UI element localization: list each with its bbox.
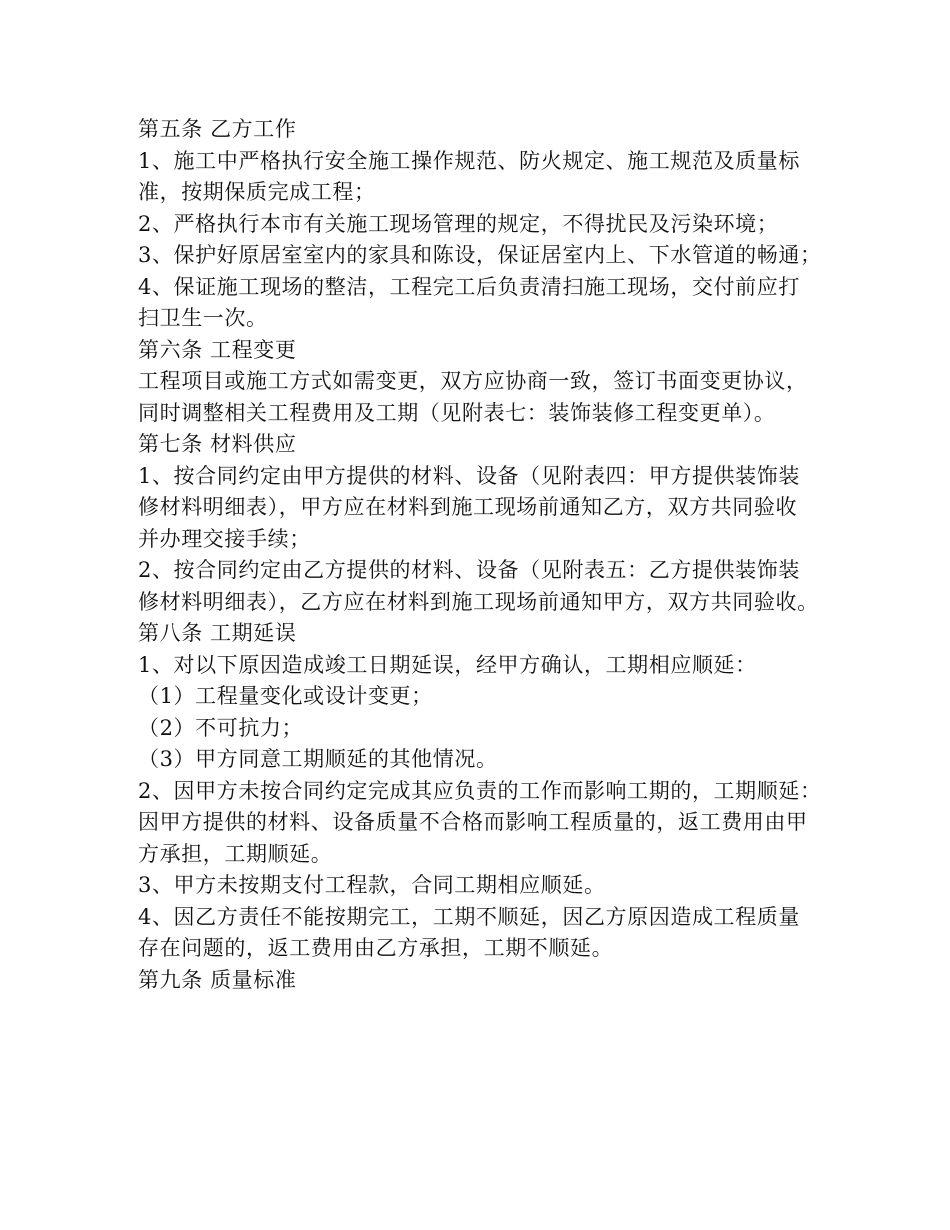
paragraph-line: 4、因乙方责任不能按期完工，工期不顺延，因乙方原因造成工程质量: [138, 904, 800, 929]
paragraph-line: 修材料明细表），乙方应在材料到施工现场前通知甲方，双方共同验收。: [138, 589, 819, 614]
paragraph-line: 1、施工中严格执行安全施工操作规范、防火规定、施工规范及质量标: [138, 148, 800, 173]
paragraph-line: 因甲方提供的材料、设备质量不合格而影响工程质量的，返工费用由甲: [138, 810, 808, 834]
document-body: [138, 114, 838, 996]
paragraph-line: 修材料明细表），甲方应在材料到施工现场前通知乙方，双方共同验收: [138, 495, 798, 519]
paragraph-line: 1、对以下原因造成竣工日期延误，经甲方确认，工期相应顺延：: [138, 652, 757, 677]
paragraph-line: 2、按合同约定由乙方提供的材料、设备（见附表五：乙方提供装饰装: [138, 558, 800, 582]
section-heading-6: 第六条 工程变更: [138, 337, 297, 362]
paragraph-line: 存在问题的，返工费用由乙方承担，工期不顺延。: [138, 936, 614, 960]
list-item: （3）甲方同意工期顺延的其他情况。: [138, 747, 498, 771]
paragraph-line: 3、甲方未按期支付工程款，合同工期相应顺延。: [138, 873, 606, 897]
paragraph-line: 方承担，工期顺延。: [138, 841, 333, 866]
section-heading-9: 第九条 质量标准: [138, 967, 297, 992]
paragraph-line: 4、保证施工现场的整洁，工程完工后负责清扫施工现场，交付前应打: [138, 274, 800, 299]
section-heading-8: 第八条 工期延误: [138, 621, 297, 645]
paragraph-line: 工程项目或施工方式如需变更，双方应协商一致，签订书面变更协议，: [138, 369, 808, 393]
paragraph-line: 扫卫生一次。: [138, 306, 268, 330]
paragraph-line: 3、保护好原居室室内的家具和陈设，保证居室内上、下水管道的畅通；: [138, 243, 822, 267]
paragraph-line: 2、因甲方未按合同约定完成其应负责的工作而影响工期的，工期顺延：: [138, 778, 822, 803]
paragraph-line: 并办理交接手续；: [138, 526, 311, 551]
paragraph-line: 2、严格执行本市有关施工现场管理的规定，不得扰民及污染环境；: [138, 211, 779, 236]
list-item: （2）不可抗力；: [138, 715, 304, 740]
paragraph-line: 同时调整相关工程费用及工期（见附表七：装饰装修工程变更单）。: [138, 400, 776, 425]
section-heading-7: 第七条 材料供应: [138, 432, 297, 456]
paragraph-line: 1、按合同约定由甲方提供的材料、设备（见附表四：甲方提供装饰装: [138, 463, 800, 488]
section-heading-5: 第五条 乙方工作: [138, 117, 297, 141]
paragraph-line: 准，按期保质完成工程；: [138, 180, 376, 204]
list-item: （1）工程量变化或设计变更；: [138, 684, 433, 708]
